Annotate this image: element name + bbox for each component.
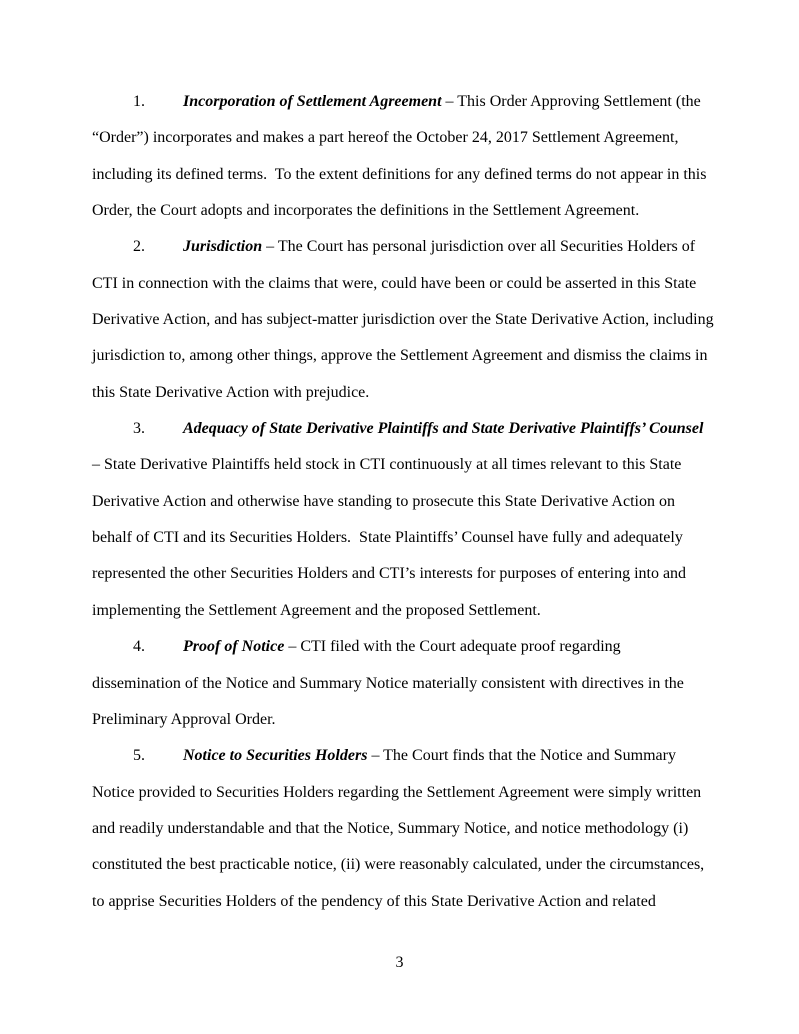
paragraph-heading: Jurisdiction (183, 238, 263, 256)
paragraph-line: to apprise Securities Holders of the pendency of this State Derivative Action and related (92, 892, 656, 910)
order-paragraph-1 (92, 84, 772, 229)
paragraph-heading: Incorporation of Settlement Agreement (183, 93, 442, 110)
order-paragraph-2 (92, 229, 772, 411)
paragraph-text: – The Court finds that the Notice and Summary (367, 747, 676, 765)
paragraph-line (92, 629, 772, 665)
paragraph-number: 2. (133, 238, 145, 256)
paragraph-text: – This Order Approving Settlement (the (441, 93, 701, 110)
paragraph-text: – CTI filed with the Court adequate proof regarding (284, 638, 621, 656)
paragraph-heading: Notice to Securities Holders (183, 747, 368, 765)
paragraph-line: this State Derivative Action with prejudice. (92, 383, 370, 401)
paragraph-line: Order, the Court adopts and incorporates the definitions in the Settlement Agreement. (92, 202, 640, 220)
order-paragraph-4 (92, 629, 772, 738)
paragraph-number: 4. (133, 638, 145, 656)
paragraph-number: 5. (133, 747, 145, 765)
paragraph-line: behalf of CTI and its Securities Holders. State Plaintiffs’ Counsel have fully and adequately (92, 529, 683, 547)
order-paragraph-3 (92, 411, 772, 629)
paragraph-number: 3. (133, 420, 145, 438)
paragraph-line: “Order”) incorporates and makes a part hereof the October 24, 2017 Settlement Agreement, (92, 129, 679, 147)
paragraph-line: Preliminary Approval Order. (92, 710, 276, 728)
order-paragraph-5 (92, 738, 772, 920)
paragraph-line: Notice provided to Securities Holders regarding the Settlement Agreement were simply written (92, 783, 702, 801)
paragraph-line: implementing the Settlement Agreement and the proposed Settlement. (92, 601, 541, 619)
paragraph-line (92, 738, 772, 774)
paragraph-line: Derivative Action, and has subject-matter jurisdiction over the State Derivative Action, including (92, 311, 714, 329)
paragraph-line: CTI in connection with the claims that were, could have been or could be asserted in this State (92, 274, 697, 292)
order-body (92, 84, 772, 920)
paragraph-heading: Adequacy of State Derivative Plaintiffs and State Derivative Plaintiffs’ Counsel (183, 420, 704, 438)
paragraph-line: – State Derivative Plaintiffs held stock in CTI continuously at all times relevant to this State (92, 456, 682, 474)
paragraph-line: and readily understandable and that the Notice, Summary Notice, and notice methodology (i) (92, 819, 689, 837)
paragraph-line: jurisdiction to, among other things, approve the Settlement Agreement and dismiss the claims in (92, 347, 708, 365)
paragraph-line (92, 84, 772, 120)
paragraph-text: – The Court has personal jurisdiction over all Securities Holders of (262, 238, 696, 256)
paragraph-heading: Proof of Notice (183, 638, 285, 656)
paragraph-line: dissemination of the Notice and Summary Notice materially consistent with directives in the (92, 674, 684, 692)
paragraph-line: constituted the best practicable notice, (ii) were reasonably calculated, under the circumstances, (92, 856, 705, 874)
paragraph-line (92, 229, 772, 265)
paragraph-number: 1. (133, 93, 145, 110)
page-number: 3 (395, 954, 404, 971)
paragraph-line: including its defined terms. To the extent definitions for any defined terms do not appear in this (92, 165, 707, 183)
paragraph-line: represented the other Securities Holders and CTI’s interests for purposes of entering into and (92, 565, 687, 583)
paragraph-line (92, 411, 772, 447)
paragraph-line: Derivative Action and otherwise have standing to prosecute this State Derivative Action on (92, 492, 675, 510)
